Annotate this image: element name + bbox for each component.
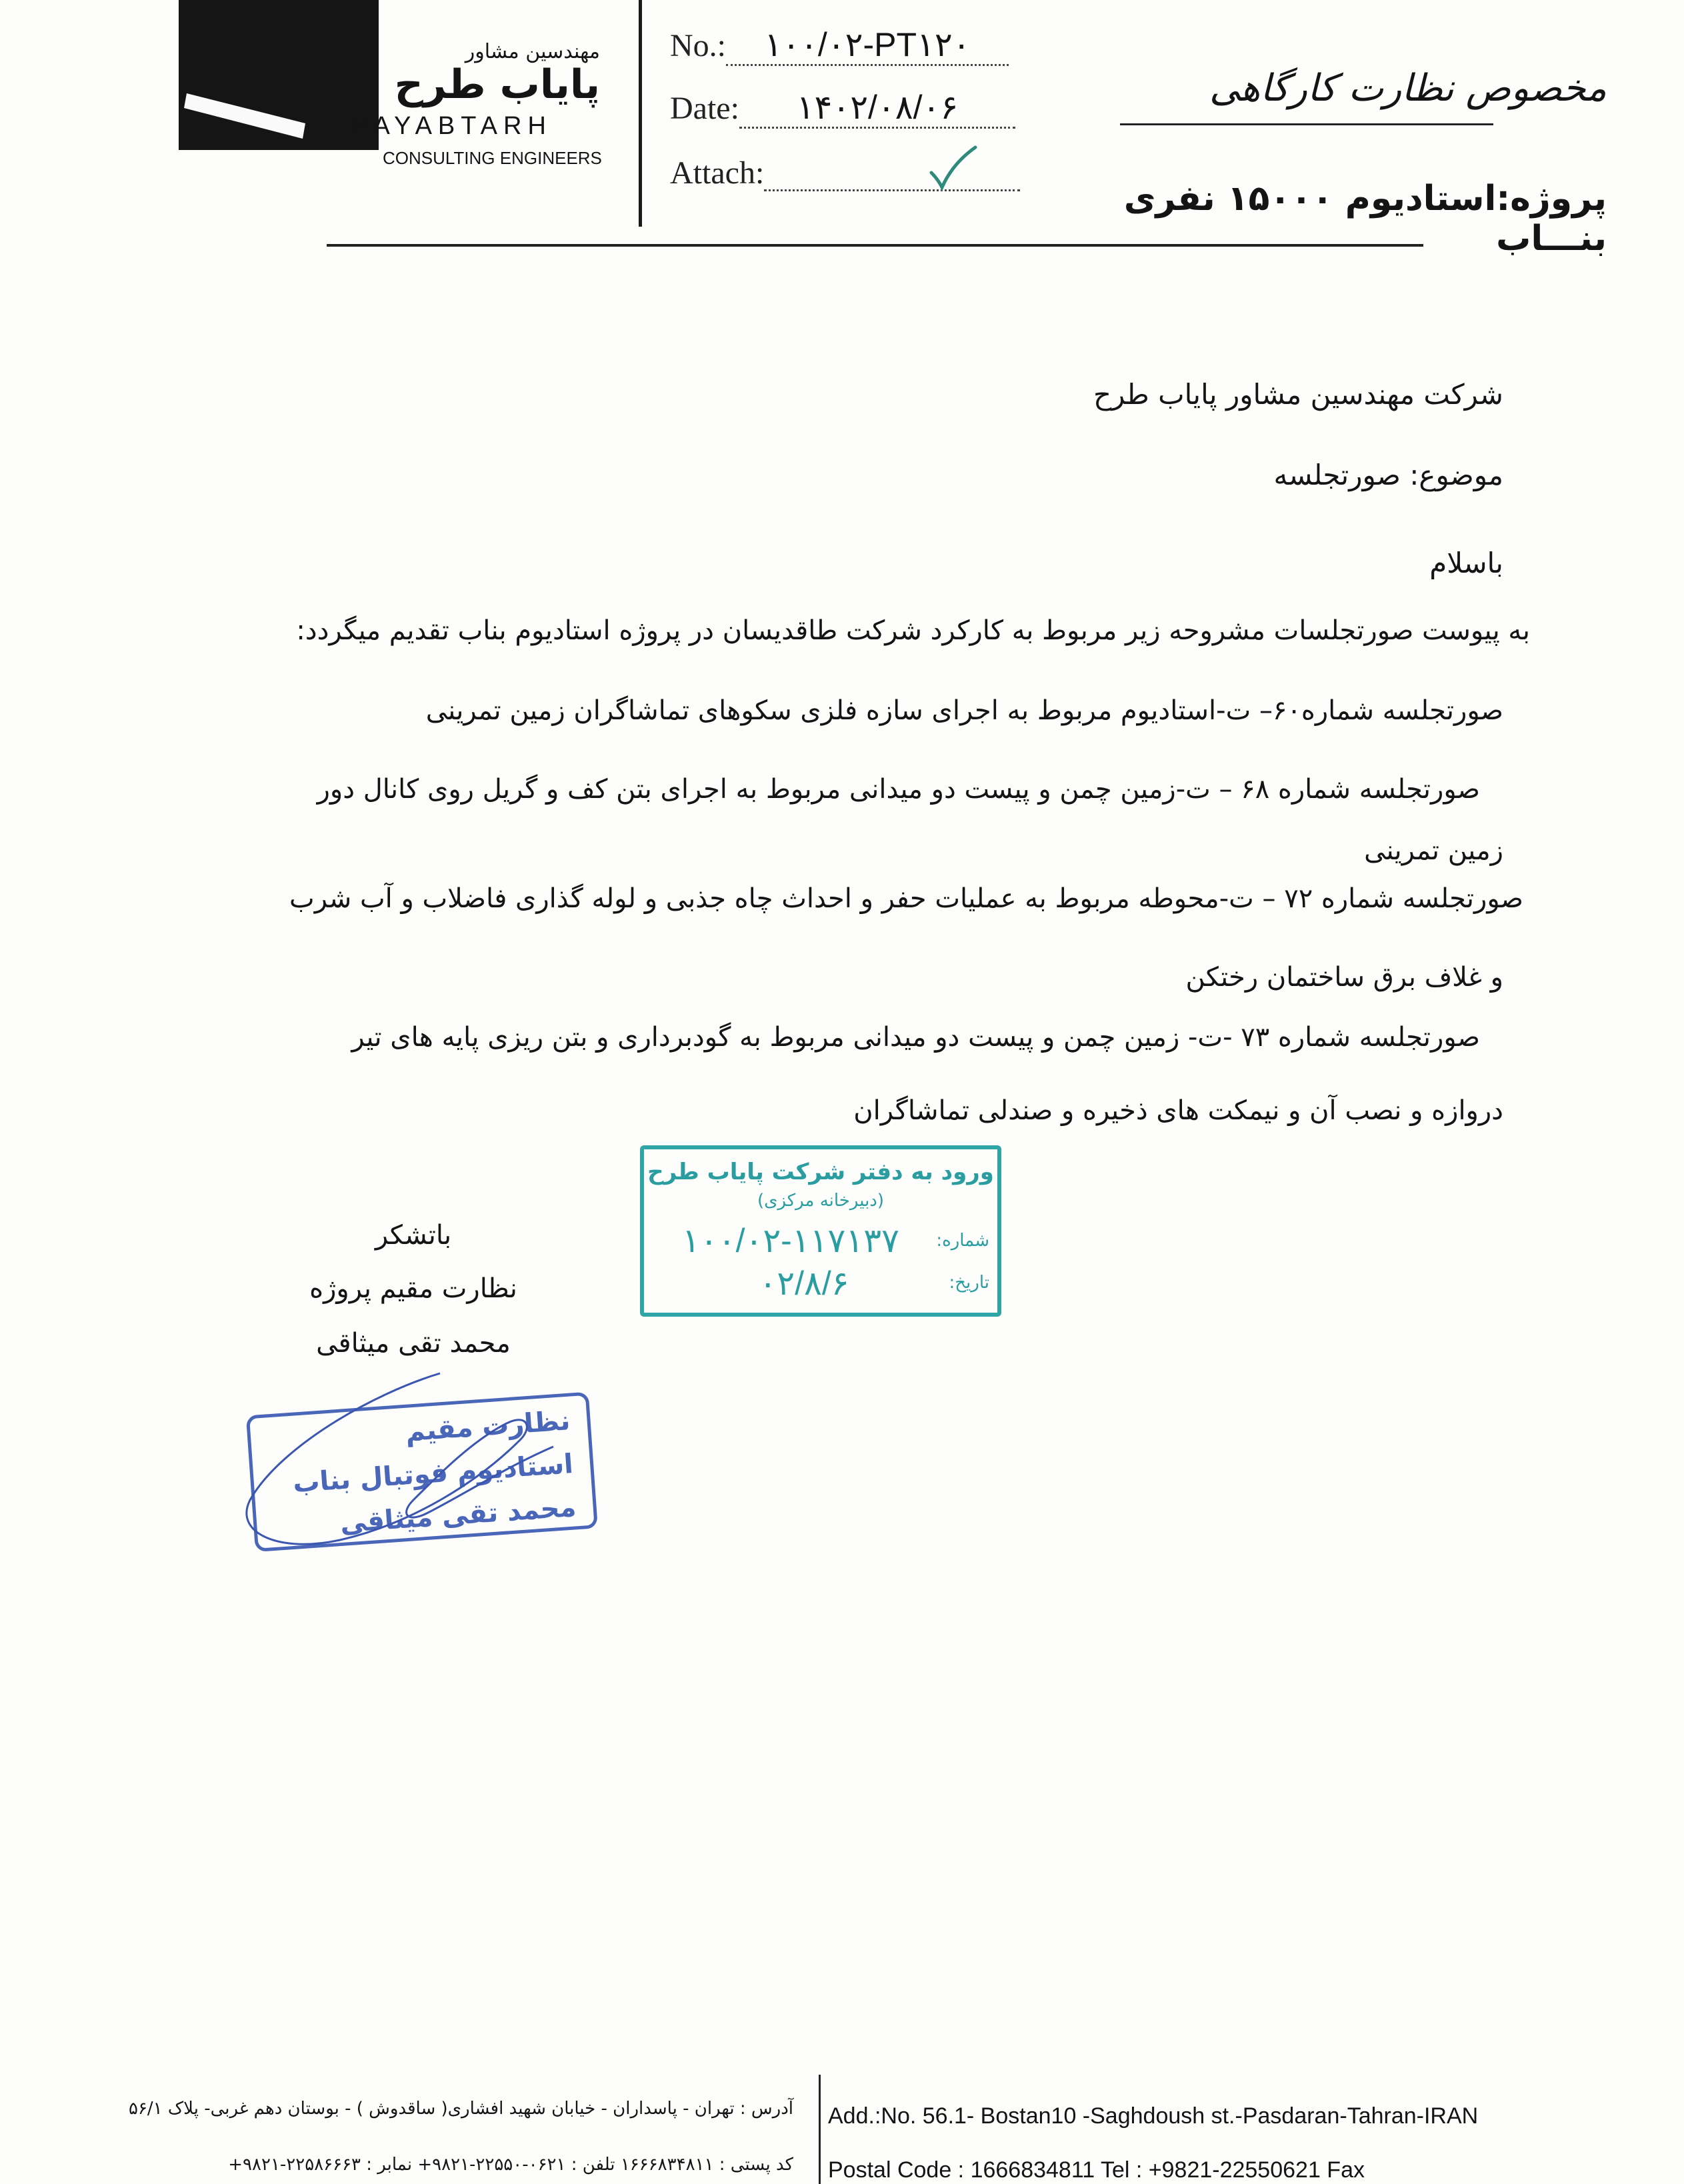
footer-divider — [819, 2075, 821, 2184]
reception-number-value: ۱۰۰/۰۲-۱۱۷۱۳۷ — [682, 1222, 899, 1259]
minutes-item-4: صورتجلسه شماره ۷۳ -ت- زمین چمن و پیست دو میدانی مربوط به گودبرداری و بتن ریزی پایه های تیر — [351, 1022, 1480, 1053]
logo-name-fa: پایاب طرح — [394, 61, 600, 108]
supervision-title: مخصوص نظارت کارگاهی — [1209, 67, 1607, 110]
footer-address-en: Add.:No. 56.1- Bostan10 -Saghdoush st.-Pasdaran-Tahran-IRAN — [828, 2103, 1479, 2129]
minutes-item-3: صورتجلسه شماره ۷۲ – ت-محوطه مربوط به عملیات حفر و احداث چاه جذبی و لوله گذاری فاضلاب و آب شرب — [289, 883, 1523, 914]
header-divider — [639, 0, 642, 227]
minutes-item-4-cont: دروازه و نصب آن و نیمکت های ذخیره و صندلی تماشاگران — [853, 1095, 1503, 1126]
logo-subtitle-en: CONSULTING ENGINEERS — [383, 148, 602, 168]
letter-date-row — [670, 88, 1015, 129]
payabtarh-logo-mark — [179, 0, 379, 150]
logo-name-en: PAYABTARH — [352, 112, 552, 140]
closing-thanks: باتشکر — [375, 1220, 452, 1251]
footer-contact-en: Postal Code : 1666834811 Tel : +9821-22550621 Fax — [828, 2157, 1365, 2183]
minutes-item-2: صورتجلسه شماره ۶۸ – ت-زمین چمن و پیست دو میدانی مربوط به اجرای بتن کف و گریل روی کانال دور — [317, 774, 1480, 805]
subject: موضوع: صورتجلسه — [1273, 459, 1503, 491]
supervisor-stamp-line3: محمد تقی میثاقی — [339, 1491, 577, 1539]
signatory-name: محمد تقی میثاقی — [316, 1328, 511, 1359]
letter-date-value: ۱۴۰۲/۰۸/۰۶ — [739, 88, 1015, 129]
supervision-underline — [1120, 123, 1493, 125]
reception-date-value: ۰۲/۸/۶ — [759, 1265, 849, 1302]
letter-number-value: ۱۰۰/۰۲-PT۱۲۰ — [726, 25, 1009, 66]
letter-date-label: Date: — [670, 91, 739, 126]
letter-attach-row — [670, 155, 1020, 191]
minutes-item-2-cont: زمین تمرینی — [1364, 835, 1503, 866]
footer-address-fa: آدرس : تهران - پاسداران - خیابان شهید افشاری( ساقدوش ) - بوستان دهم غربی- پلاک ۵۶/۱ — [128, 2099, 793, 2119]
project-title: پروژه:استادیوم ۱۵۰۰۰ نفری بنـــاب — [1123, 179, 1607, 259]
letter-attach-label: Attach: — [670, 155, 765, 191]
letter-number-row — [670, 25, 1009, 66]
reception-date-label: تاریخ: — [949, 1273, 989, 1293]
minutes-item-1: صورتجلسه شماره۶۰– ت-استادیوم مربوط به اجرای سازه فلزی سکوهای تماشاگران زمین تمرینی — [425, 695, 1503, 726]
letter-attach-value — [764, 155, 1020, 191]
closing-role: نظارت مقیم پروژه — [309, 1273, 517, 1304]
reception-number-label: شماره: — [936, 1231, 989, 1251]
checkmark-icon — [927, 145, 977, 191]
minutes-item-3-cont: و غلاف برق ساختمان رختکن — [1185, 962, 1503, 993]
logo-subtitle-fa: مهندسین مشاور — [465, 40, 600, 63]
greeting: باسلام — [1429, 547, 1503, 579]
intro-paragraph: به پیوست صورتجلسات مشروحه زیر مربوط به کارکرد شرکت طاقدیسان در پروژه استادیوم بناب تقدیم میگردد: — [296, 615, 1530, 646]
reception-stamp-subtitle: (دبیرخانه مرکزی) — [757, 1191, 885, 1211]
header-rule — [327, 244, 1423, 247]
letter-number-label: No.: — [670, 28, 726, 63]
supervisor-stamp — [240, 1367, 600, 1560]
reception-stamp — [640, 1145, 1001, 1317]
supervisor-stamp-line1: نظارت مقیم — [404, 1405, 571, 1448]
reception-stamp-title: ورود به دفتر شرکت پایاب طرح — [647, 1159, 994, 1185]
supervisor-stamp-line2: استادیوم فوتبال بناب — [291, 1449, 575, 1499]
recipient: شرکت مهندسین مشاور پایاب طرح — [1093, 378, 1503, 411]
footer-contact-fa: کد پستی : ۱۶۶۶۸۳۴۸۱۱ تلفن : ۰۶۲۱-۲۲۵۵۰-۹۸۲۱+ نمابر : ۲۲۵۸۶۶۶۳-۹۸۲۱+ — [228, 2155, 793, 2175]
